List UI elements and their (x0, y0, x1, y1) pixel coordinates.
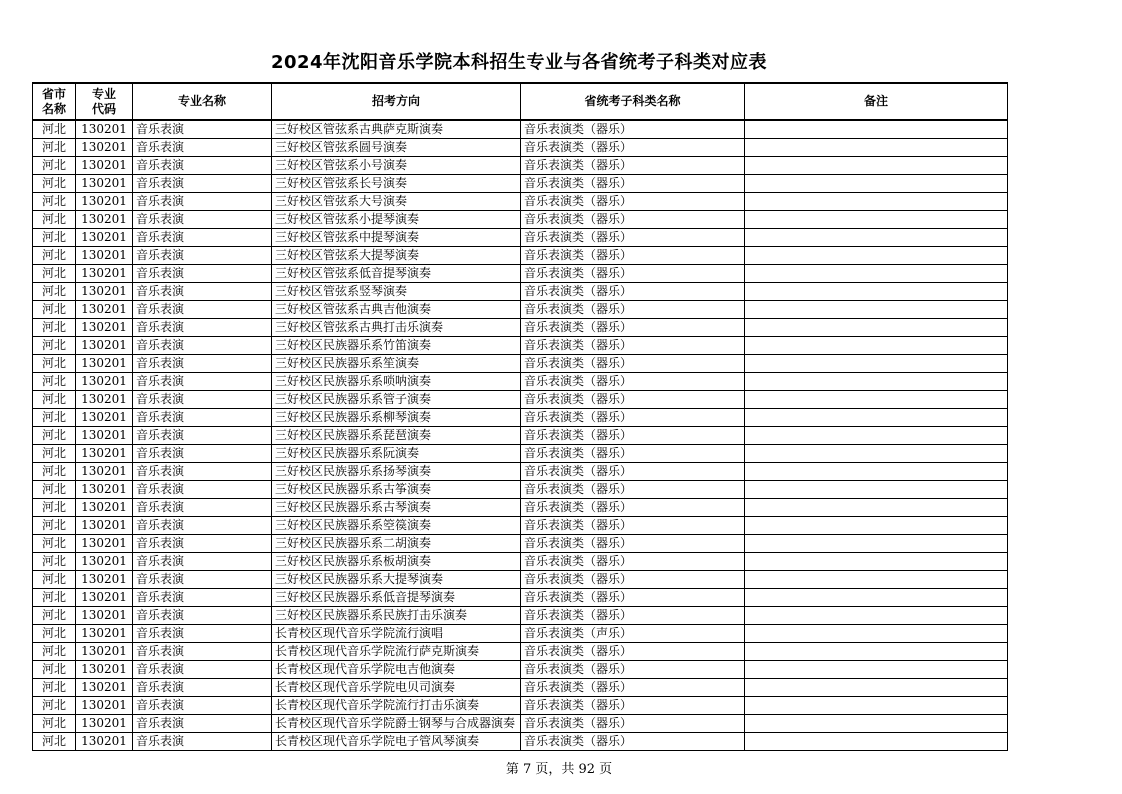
cell-major: 音乐表演 (133, 229, 272, 247)
cell-remark (745, 193, 1008, 211)
cell-category: 音乐表演类（器乐） (521, 571, 745, 589)
cell-direction: 三好校区民族器乐系板胡演奏 (272, 553, 521, 571)
cell-major: 音乐表演 (133, 319, 272, 337)
cell-direction: 三好校区民族器乐系大提琴演奏 (272, 571, 521, 589)
cell-category: 音乐表演类（器乐） (521, 391, 745, 409)
cell-remark (745, 445, 1008, 463)
table-row (33, 355, 1008, 373)
cell-code: 130201 (76, 120, 133, 139)
table-row (33, 589, 1008, 607)
cell-province: 河北 (33, 193, 76, 211)
table-row (33, 337, 1008, 355)
cell-remark (745, 481, 1008, 499)
cell-major: 音乐表演 (133, 445, 272, 463)
cell-major: 音乐表演 (133, 427, 272, 445)
cell-province: 河北 (33, 229, 76, 247)
cell-remark (745, 625, 1008, 643)
cell-major: 音乐表演 (133, 679, 272, 697)
cell-direction: 三好校区管弦系古典打击乐演奏 (272, 319, 521, 337)
table-row (33, 553, 1008, 571)
cell-remark (745, 391, 1008, 409)
cell-major: 音乐表演 (133, 571, 272, 589)
cell-category: 音乐表演类（器乐） (521, 120, 745, 139)
cell-code: 130201 (76, 535, 133, 553)
cell-major: 音乐表演 (133, 355, 272, 373)
cell-code: 130201 (76, 733, 133, 751)
cell-remark (745, 265, 1008, 283)
cell-direction: 长青校区现代音乐学院电贝司演奏 (272, 679, 521, 697)
cell-province: 河北 (33, 607, 76, 625)
cell-province: 河北 (33, 571, 76, 589)
cell-major: 音乐表演 (133, 661, 272, 679)
cell-major: 音乐表演 (133, 157, 272, 175)
cell-category: 音乐表演类（器乐） (521, 661, 745, 679)
cell-major: 音乐表演 (133, 643, 272, 661)
cell-province: 河北 (33, 481, 76, 499)
cell-code: 130201 (76, 391, 133, 409)
cell-direction: 三好校区民族器乐系古琴演奏 (272, 499, 521, 517)
cell-direction: 三好校区管弦系古典吉他演奏 (272, 301, 521, 319)
cell-code: 130201 (76, 481, 133, 499)
cell-province: 河北 (33, 589, 76, 607)
cell-direction: 三好校区民族器乐系扬琴演奏 (272, 463, 521, 481)
cell-category: 音乐表演类（器乐） (521, 733, 745, 751)
cell-major: 音乐表演 (133, 535, 272, 553)
cell-category: 音乐表演类（器乐） (521, 517, 745, 535)
cell-code: 130201 (76, 373, 133, 391)
cell-province: 河北 (33, 553, 76, 571)
cell-code: 130201 (76, 589, 133, 607)
cell-category: 音乐表演类（器乐） (521, 427, 745, 445)
cell-province: 河北 (33, 355, 76, 373)
cell-direction: 三好校区管弦系小号演奏 (272, 157, 521, 175)
cell-code: 130201 (76, 679, 133, 697)
cell-direction: 三好校区民族器乐系民族打击乐演奏 (272, 607, 521, 625)
cell-province: 河北 (33, 301, 76, 319)
cell-province: 河北 (33, 211, 76, 229)
cell-code: 130201 (76, 661, 133, 679)
table-row (33, 391, 1008, 409)
cell-direction: 长青校区现代音乐学院电吉他演奏 (272, 661, 521, 679)
table-body (33, 120, 1008, 751)
cell-code: 130201 (76, 427, 133, 445)
cell-province: 河北 (33, 283, 76, 301)
cell-province: 河北 (33, 139, 76, 157)
cell-code: 130201 (76, 337, 133, 355)
cell-category: 音乐表演类（器乐） (521, 589, 745, 607)
cell-category: 音乐表演类（器乐） (521, 553, 745, 571)
cell-category: 音乐表演类（器乐） (521, 283, 745, 301)
table-row (33, 625, 1008, 643)
cell-direction: 三好校区管弦系圆号演奏 (272, 139, 521, 157)
cell-remark (745, 337, 1008, 355)
document-title: 2024年沈阳音乐学院本科招生专业与各省统考子科类对应表 (270, 52, 768, 73)
cell-direction: 三好校区民族器乐系琵琶演奏 (272, 427, 521, 445)
table-row (33, 409, 1008, 427)
table-row (33, 157, 1008, 175)
cell-category: 音乐表演类（器乐） (521, 247, 745, 265)
cell-remark (745, 157, 1008, 175)
header-category: 省统考子科类名称 (521, 83, 745, 120)
cell-code: 130201 (76, 193, 133, 211)
table-row (33, 733, 1008, 751)
cell-remark (745, 229, 1008, 247)
cell-code: 130201 (76, 553, 133, 571)
cell-province: 河北 (33, 157, 76, 175)
cell-code: 130201 (76, 571, 133, 589)
cell-province: 河北 (33, 175, 76, 193)
cell-code: 130201 (76, 409, 133, 427)
cell-province: 河北 (33, 625, 76, 643)
cell-category: 音乐表演类（器乐） (521, 409, 745, 427)
cell-province: 河北 (33, 391, 76, 409)
cell-direction: 三好校区民族器乐系柳琴演奏 (272, 409, 521, 427)
table-row (33, 211, 1008, 229)
page-footer: 第 7 页，共 92 页 (505, 762, 613, 777)
cell-major: 音乐表演 (133, 337, 272, 355)
cell-category: 音乐表演类（器乐） (521, 301, 745, 319)
cell-category: 音乐表演类（器乐） (521, 139, 745, 157)
cell-major: 音乐表演 (133, 733, 272, 751)
cell-code: 130201 (76, 229, 133, 247)
cell-remark (745, 301, 1008, 319)
cell-code: 130201 (76, 715, 133, 733)
cell-direction: 三好校区管弦系小提琴演奏 (272, 211, 521, 229)
cell-category: 音乐表演类（器乐） (521, 265, 745, 283)
cell-category: 音乐表演类（器乐） (521, 355, 745, 373)
cell-province: 河北 (33, 535, 76, 553)
cell-direction: 长青校区现代音乐学院流行打击乐演奏 (272, 697, 521, 715)
cell-remark (745, 697, 1008, 715)
table-row (33, 139, 1008, 157)
cell-direction: 三好校区民族器乐系管子演奏 (272, 391, 521, 409)
cell-remark (745, 139, 1008, 157)
cell-major: 音乐表演 (133, 193, 272, 211)
cell-category: 音乐表演类（器乐） (521, 445, 745, 463)
cell-category: 音乐表演类（器乐） (521, 535, 745, 553)
cell-major: 音乐表演 (133, 481, 272, 499)
cell-direction: 三好校区民族器乐系笙演奏 (272, 355, 521, 373)
cell-province: 河北 (33, 319, 76, 337)
cell-direction: 三好校区管弦系大提琴演奏 (272, 247, 521, 265)
cell-category: 音乐表演类（器乐） (521, 679, 745, 697)
table-row (33, 229, 1008, 247)
cell-remark (745, 499, 1008, 517)
cell-major: 音乐表演 (133, 175, 272, 193)
table-row (33, 445, 1008, 463)
cell-code: 130201 (76, 643, 133, 661)
cell-direction: 长青校区现代音乐学院电子管风琴演奏 (272, 733, 521, 751)
table-header (33, 83, 1008, 120)
cell-province: 河北 (33, 499, 76, 517)
cell-remark (745, 715, 1008, 733)
cell-code: 130201 (76, 319, 133, 337)
cell-remark (745, 553, 1008, 571)
table-row (33, 120, 1008, 139)
cell-category: 音乐表演类（器乐） (521, 175, 745, 193)
table-row (33, 535, 1008, 553)
cell-major: 音乐表演 (133, 409, 272, 427)
cell-province: 河北 (33, 643, 76, 661)
cell-major: 音乐表演 (133, 120, 272, 139)
cell-remark (745, 355, 1008, 373)
cell-category: 音乐表演类（器乐） (521, 463, 745, 481)
table-row (33, 427, 1008, 445)
cell-code: 130201 (76, 301, 133, 319)
cell-remark (745, 535, 1008, 553)
cell-province: 河北 (33, 427, 76, 445)
header-code: 专业 代码 (76, 83, 133, 120)
cell-remark (745, 175, 1008, 193)
cell-remark (745, 427, 1008, 445)
header-direction: 招考方向 (272, 83, 521, 120)
cell-direction: 三好校区管弦系长号演奏 (272, 175, 521, 193)
cell-major: 音乐表演 (133, 697, 272, 715)
cell-code: 130201 (76, 265, 133, 283)
table-row (33, 679, 1008, 697)
cell-code: 130201 (76, 499, 133, 517)
cell-direction: 三好校区民族器乐系箜篌演奏 (272, 517, 521, 535)
table-row (33, 283, 1008, 301)
cell-province: 河北 (33, 445, 76, 463)
header-remark: 备注 (745, 83, 1008, 120)
table-row (33, 607, 1008, 625)
cell-direction: 三好校区管弦系低音提琴演奏 (272, 265, 521, 283)
cell-remark (745, 409, 1008, 427)
cell-remark (745, 571, 1008, 589)
cell-remark (745, 463, 1008, 481)
cell-direction: 三好校区民族器乐系阮演奏 (272, 445, 521, 463)
cell-category: 音乐表演类（器乐） (521, 481, 745, 499)
cell-remark (745, 373, 1008, 391)
cell-major: 音乐表演 (133, 553, 272, 571)
cell-province: 河北 (33, 661, 76, 679)
table-row (33, 373, 1008, 391)
cell-major: 音乐表演 (133, 247, 272, 265)
table-row (33, 301, 1008, 319)
cell-category: 音乐表演类（器乐） (521, 643, 745, 661)
enrollment-table (32, 82, 1008, 751)
cell-remark (745, 211, 1008, 229)
cell-code: 130201 (76, 445, 133, 463)
cell-major: 音乐表演 (133, 625, 272, 643)
cell-remark (745, 247, 1008, 265)
cell-category: 音乐表演类（器乐） (521, 229, 745, 247)
cell-remark (745, 589, 1008, 607)
cell-code: 130201 (76, 157, 133, 175)
table-row (33, 643, 1008, 661)
cell-code: 130201 (76, 355, 133, 373)
cell-remark (745, 643, 1008, 661)
cell-direction: 三好校区民族器乐系低音提琴演奏 (272, 589, 521, 607)
cell-remark (745, 661, 1008, 679)
cell-major: 音乐表演 (133, 463, 272, 481)
cell-direction: 三好校区民族器乐系古筝演奏 (272, 481, 521, 499)
table-row (33, 571, 1008, 589)
table-row (33, 175, 1008, 193)
cell-province: 河北 (33, 733, 76, 751)
cell-code: 130201 (76, 283, 133, 301)
table-row (33, 463, 1008, 481)
cell-province: 河北 (33, 697, 76, 715)
cell-category: 音乐表演类（器乐） (521, 211, 745, 229)
cell-category: 音乐表演类（器乐） (521, 499, 745, 517)
cell-province: 河北 (33, 247, 76, 265)
cell-code: 130201 (76, 247, 133, 265)
cell-direction: 长青校区现代音乐学院爵士钢琴与合成器演奏 (272, 715, 521, 733)
cell-remark (745, 319, 1008, 337)
cell-major: 音乐表演 (133, 391, 272, 409)
cell-category: 音乐表演类（器乐） (521, 607, 745, 625)
cell-direction: 三好校区民族器乐系竹笛演奏 (272, 337, 521, 355)
cell-category: 音乐表演类（器乐） (521, 157, 745, 175)
table-row (33, 265, 1008, 283)
cell-major: 音乐表演 (133, 607, 272, 625)
cell-major: 音乐表演 (133, 517, 272, 535)
cell-category: 音乐表演类（器乐） (521, 337, 745, 355)
cell-province: 河北 (33, 337, 76, 355)
table-row (33, 517, 1008, 535)
cell-remark (745, 679, 1008, 697)
cell-direction: 三好校区管弦系竖琴演奏 (272, 283, 521, 301)
cell-major: 音乐表演 (133, 283, 272, 301)
cell-direction: 三好校区民族器乐系唢呐演奏 (272, 373, 521, 391)
cell-remark (745, 517, 1008, 535)
cell-province: 河北 (33, 517, 76, 535)
cell-major: 音乐表演 (133, 589, 272, 607)
cell-major: 音乐表演 (133, 139, 272, 157)
cell-code: 130201 (76, 517, 133, 535)
cell-category: 音乐表演类（器乐） (521, 319, 745, 337)
cell-remark (745, 120, 1008, 139)
table-row (33, 319, 1008, 337)
table-row (33, 247, 1008, 265)
cell-major: 音乐表演 (133, 211, 272, 229)
table-row (33, 499, 1008, 517)
cell-direction: 三好校区民族器乐系二胡演奏 (272, 535, 521, 553)
cell-direction: 长青校区现代音乐学院流行演唱 (272, 625, 521, 643)
cell-code: 130201 (76, 625, 133, 643)
cell-category: 音乐表演类（器乐） (521, 697, 745, 715)
cell-direction: 三好校区管弦系大号演奏 (272, 193, 521, 211)
cell-direction: 三好校区管弦系中提琴演奏 (272, 229, 521, 247)
table-row (33, 481, 1008, 499)
table-row (33, 715, 1008, 733)
cell-code: 130201 (76, 607, 133, 625)
table-row (33, 697, 1008, 715)
cell-category: 音乐表演类（声乐） (521, 625, 745, 643)
cell-category: 音乐表演类（器乐） (521, 193, 745, 211)
cell-direction: 三好校区管弦系古典萨克斯演奏 (272, 120, 521, 139)
cell-province: 河北 (33, 409, 76, 427)
cell-code: 130201 (76, 211, 133, 229)
cell-province: 河北 (33, 265, 76, 283)
cell-code: 130201 (76, 463, 133, 481)
cell-code: 130201 (76, 139, 133, 157)
cell-major: 音乐表演 (133, 373, 272, 391)
table-row (33, 193, 1008, 211)
cell-major: 音乐表演 (133, 301, 272, 319)
cell-code: 130201 (76, 175, 133, 193)
cell-province: 河北 (33, 463, 76, 481)
header-major: 专业名称 (133, 83, 272, 120)
cell-code: 130201 (76, 697, 133, 715)
header-province: 省市 名称 (33, 83, 76, 120)
table-row (33, 661, 1008, 679)
cell-major: 音乐表演 (133, 265, 272, 283)
cell-province: 河北 (33, 373, 76, 391)
cell-remark (745, 733, 1008, 751)
cell-remark (745, 283, 1008, 301)
cell-major: 音乐表演 (133, 715, 272, 733)
cell-direction: 长青校区现代音乐学院流行萨克斯演奏 (272, 643, 521, 661)
cell-category: 音乐表演类（器乐） (521, 373, 745, 391)
cell-remark (745, 607, 1008, 625)
cell-category: 音乐表演类（器乐） (521, 715, 745, 733)
cell-major: 音乐表演 (133, 499, 272, 517)
cell-province: 河北 (33, 715, 76, 733)
cell-province: 河北 (33, 679, 76, 697)
cell-province: 河北 (33, 120, 76, 139)
